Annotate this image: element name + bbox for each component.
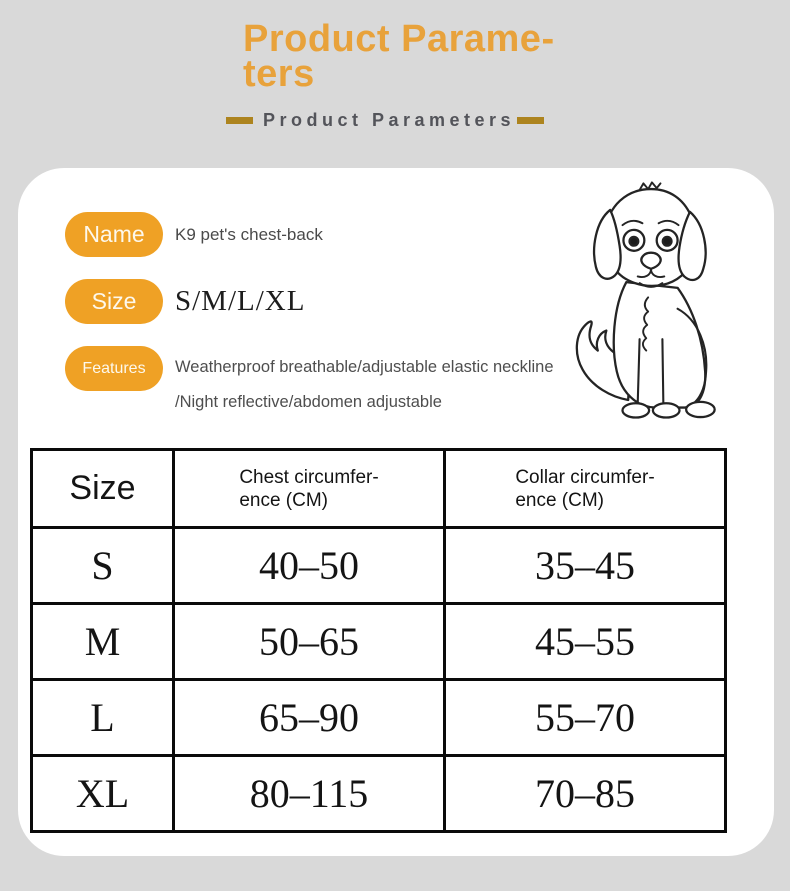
size-label-pill: Size <box>65 279 163 324</box>
cell-collar: 70–85 <box>445 756 726 832</box>
table-row <box>32 528 726 604</box>
cell-collar: 45–55 <box>445 604 726 680</box>
header-collar-line1: Collar circumfer- <box>515 466 655 488</box>
name-value: K9 pet's chest-back <box>175 224 323 244</box>
header-collar-line2: ence (CM) <box>515 489 604 511</box>
header-chest-line1: Chest circumfer- <box>239 466 379 488</box>
cell-chest: 80–115 <box>174 756 445 832</box>
product-info-card <box>18 168 774 856</box>
cell-size: S <box>32 528 174 604</box>
puppy-paw-hind <box>686 402 715 417</box>
cell-size: M <box>32 604 174 680</box>
puppy-paw-right <box>653 403 680 417</box>
page-title-line1: Product Parame- <box>243 18 555 60</box>
spec-row-size <box>65 279 305 324</box>
cell-chest: 40–50 <box>174 528 445 604</box>
features-value-line1: Weatherproof breathable/adjustable elastic neckline <box>175 358 554 376</box>
header-cell-size: Size <box>32 450 174 528</box>
cell-collar: 55–70 <box>445 680 726 756</box>
cell-collar: 35–45 <box>445 528 726 604</box>
spec-row-name <box>65 212 323 257</box>
features-value <box>175 350 554 420</box>
puppy-nose <box>641 253 660 269</box>
page-title-line2: ters <box>243 53 315 95</box>
section-heading <box>0 110 780 131</box>
size-value: S/M/L/XL <box>175 285 306 317</box>
puppy-front-leg-right <box>662 339 663 404</box>
puppy-pupil-right <box>663 237 672 246</box>
spec-row-features <box>65 346 554 420</box>
table-row <box>32 680 726 756</box>
size-chart-table <box>30 448 727 833</box>
page-title <box>243 18 555 95</box>
header-cell-collar <box>445 450 726 528</box>
puppy-pupil-left <box>630 237 639 246</box>
features-value-line2: /Night reflective/abdomen adjustable <box>175 393 442 411</box>
puppy-illustration <box>556 173 746 435</box>
cell-size: L <box>32 680 174 756</box>
header-chest-line2: ence (CM) <box>239 489 328 511</box>
table-row <box>32 604 726 680</box>
cell-chest: 50–65 <box>174 604 445 680</box>
header-cell-chest <box>174 450 445 528</box>
name-label-pill: Name <box>65 212 163 257</box>
right-dash-decoration <box>517 117 544 124</box>
puppy-body <box>614 282 705 407</box>
cell-size: XL <box>32 756 174 832</box>
table-row <box>32 756 726 832</box>
cell-chest: 65–90 <box>174 680 445 756</box>
left-dash-decoration <box>226 117 253 124</box>
features-label-pill: Features <box>65 346 163 391</box>
puppy-paw-left <box>623 403 650 417</box>
table-header-row <box>32 450 726 528</box>
section-heading-text: Product Parameters <box>262 110 516 130</box>
